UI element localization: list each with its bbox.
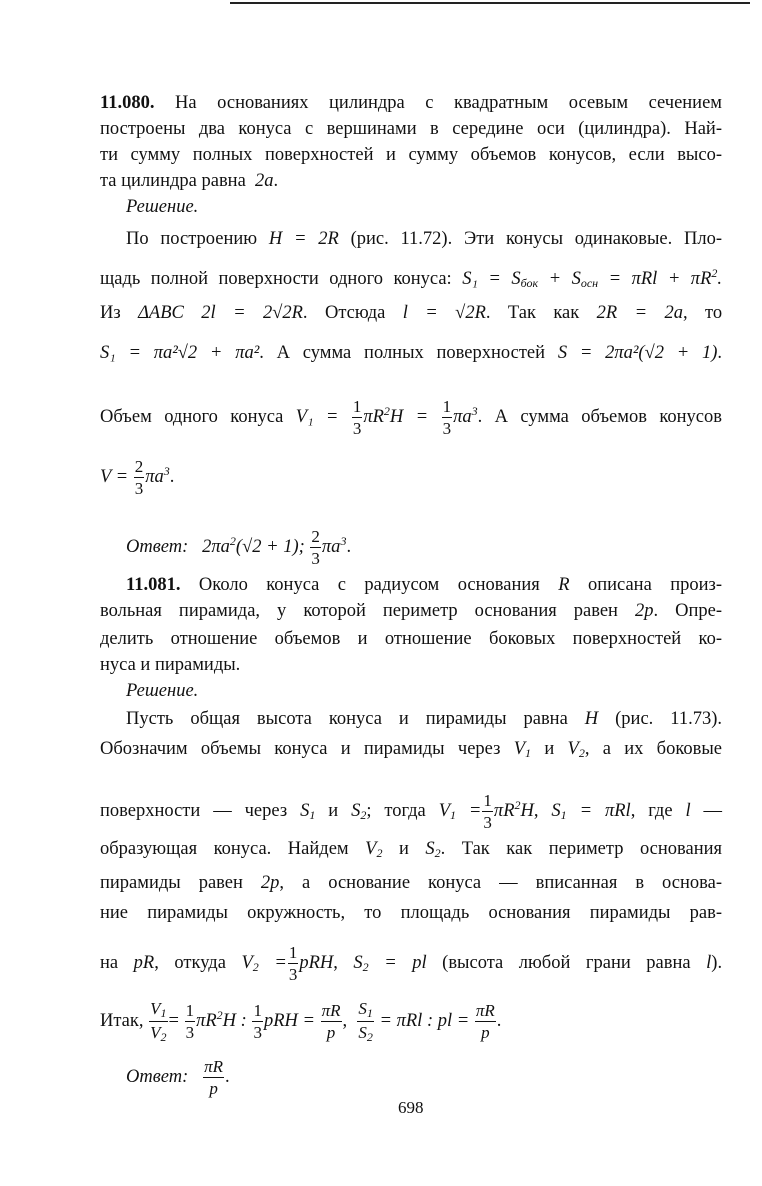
problem-text-line: та цилиндра равна 2a. (100, 171, 279, 191)
solution-line: V = $\frac{2}{3}$ $\pi a^3$. (100, 457, 175, 498)
problem-number: 11.080. (100, 93, 155, 113)
solution-line: Обозначим объемы конуса и пирамиды через $V_1$ и $V_2$, а их боковые (100, 739, 723, 760)
solution-line: По построению H = 2R (рис. 11.72). Эти конусы одинаковые. Пло- (126, 229, 723, 249)
page-number: 698 (398, 1098, 424, 1117)
solution-line: Итак, $\frac{V_1}{V_2}$ = $\frac{1}{3}$ $\pi R^2H$ : $\frac{1}{3}$ pRH = $\frac{\pi R}{p}$ , $\frac{S_1}{S_2}$ = πRl : pl = $\frac{\pi R}{p}$ . (100, 999, 502, 1044)
solution-line: пирамиды равен 2p, а основание конуса — вписанная в основа- (100, 873, 722, 893)
solution-line: Объем одного конуса V₁ = $\frac{1}{3}$ $\pi R^2H$ = $\frac{1}{3}$ $\pi a^3$. А сумма объемов конусов (100, 397, 722, 438)
problem-text-line: нуса и пирамиды. (100, 655, 241, 675)
solution-line: ние пирамиды окружность, то площадь основания пирамиды рав- (100, 903, 722, 923)
problem-text-line: вольная пирамида, у которой периметр основания равен 2p. Опре- (100, 601, 723, 621)
answer-line: Ответ: $\frac{\pi R}{p}$ . (126, 1057, 230, 1098)
solution-line: образующая конуса. Найдем $V_2$ и $S_2$. Так как периметр основания (100, 839, 723, 860)
answer-value: $\frac{\pi R}{p}$ (204, 1057, 224, 1098)
problem-11-081-line-1: 11.081. Около конуса с радиусом основания R описана произ- (126, 575, 722, 595)
top-rule (230, 2, 750, 4)
problem-text-line: построены два конуса с вершинами в середине оси (цилиндра). Най- (100, 119, 722, 139)
solution-heading: Решение. (126, 197, 199, 217)
problem-11-080-line-1: 11.080. На основаниях цилиндра с квадратным осевым сечением (100, 93, 722, 113)
problem-number: 11.081. (126, 575, 181, 595)
answer-line: Ответ: $2\pi a^2(√2 + 1)$; $\frac{2}{3}$ $\pi a^3$. (126, 527, 352, 568)
solution-line: поверхности — через $S_1$ и $S_2$; тогда $V_1$ = $\frac{1}{3}$ $\pi R^2H$, $S_1 = \pi Rl$, где l — (100, 791, 723, 832)
solution-line: на pR, откуда $V_2$ = $\frac{1}{3}$ pRH, $S_2$ = pl (высота любой грани равна l). (100, 943, 723, 984)
problem-text-line: ти сумму полных поверхностей и сумму объемов конусов, если высо- (100, 145, 722, 165)
solution-line: щадь полной поверхности одного конуса: $S_1 = S_{бок} + S_{осн} = \pi Rl + \pi R^2$. (100, 266, 722, 290)
answer-label: Ответ: (126, 1066, 189, 1087)
answer-label: Ответ: (126, 536, 189, 557)
solution-line: Пусть общая высота конуса и пирамиды равна H (рис. 11.73). (126, 709, 722, 729)
solution-line: Из ΔABC 2l = 2√2R. Отсюда l = √2R. Так как 2R = 2a, то (100, 303, 723, 323)
solution-heading: Решение. (126, 681, 199, 701)
problem-text-line: делить отношение объемов и отношение боковых поверхностей ко- (100, 629, 722, 649)
answer-value: $2\pi a^2(√2 + 1)$; (202, 533, 305, 557)
solution-line: S₁ = πa²√2 + πa². А сумма полных поверхностей S = 2πa²(√2 + 1). (100, 343, 723, 363)
